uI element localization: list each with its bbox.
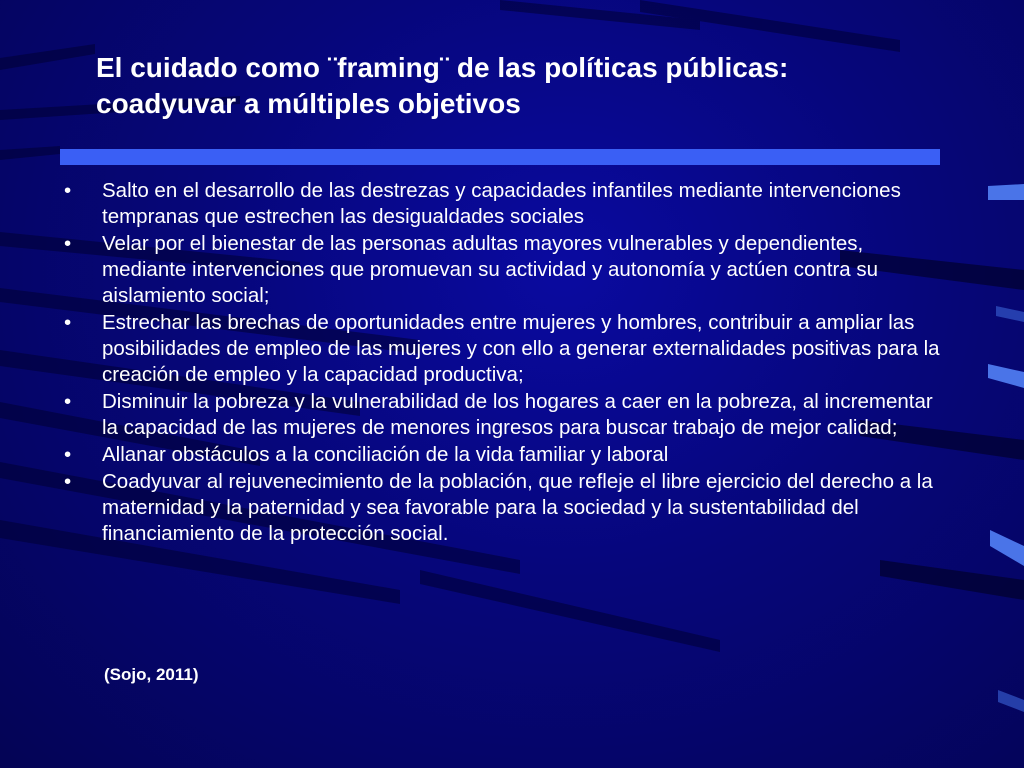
bullet-icon: • (64, 443, 72, 466)
bullet-item (60, 231, 940, 309)
citation: (Sojo, 2011) (104, 665, 199, 684)
bullet-text: Velar por el bienestar de las personas adultas mayores vulnerables y dependientes, mediante intervenciones que promuevan su actividad y autonomía y actúen contra su aislamiento social; (102, 232, 879, 307)
bullet-text: Disminuir la pobreza y la vulnerabilidad de los hogares a caer en la pobreza, al incrementar la capacidad de las mujeres de menores ingresos para buscar trabajo de mejor calidad; (102, 390, 933, 439)
bullet-text: Salto en el desarrollo de las destrezas y capacidades infantiles mediante intervenciones tempranas que estrechen las desigualdades sociales (102, 179, 901, 228)
bullet-icon: • (64, 232, 72, 255)
bullet-icon: • (64, 470, 72, 493)
bullet-text: Estrechar las brechas de oportunidades entre mujeres y hombres, contribuir a ampliar las posibilidades de empleo de las mujeres y con ello a generar externalidades positivas para la creación de empleo y la capacidad productiva; (102, 311, 940, 386)
bullet-item (60, 469, 940, 547)
bullet-icon: • (64, 390, 72, 413)
bullet-item (60, 310, 940, 388)
bullet-text: Allanar obstáculos a la conciliación de la vida familiar y laboral (102, 443, 669, 466)
bullet-item (60, 442, 940, 468)
bullet-item (60, 389, 940, 441)
bullet-icon: • (64, 311, 72, 334)
bullet-item (60, 178, 940, 230)
bullet-list (60, 178, 940, 548)
bullet-icon: • (64, 179, 72, 202)
slide-title: El cuidado como ¨framing¨ de las políticas públicas: coadyuvar a múltiples objetivos (96, 52, 789, 119)
title-underline-bar (60, 149, 940, 165)
bullet-text: Coadyuvar al rejuvenecimiento de la población, que refleje el libre ejercicio del derecho a la maternidad y la paternidad y sea favorable para la sociedad y la sustentabilidad del financiamiento de la protección social. (102, 470, 933, 545)
